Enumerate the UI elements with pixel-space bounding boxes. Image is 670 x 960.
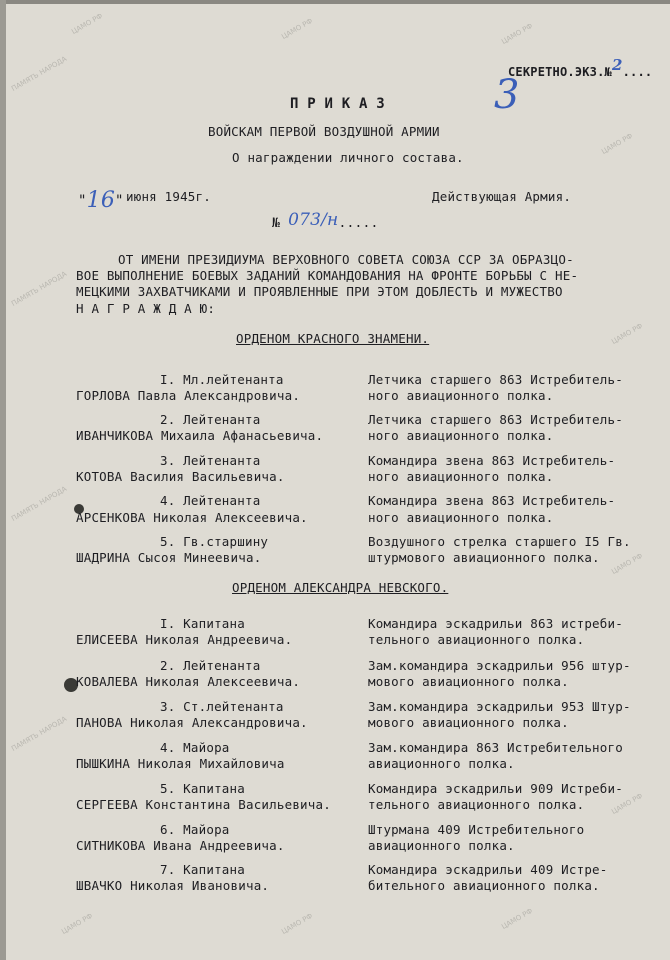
entry-name: КОТОВА Василия Васильевича. [76,469,285,484]
entry-position: Командира эскадрильи 909 Истреби- [368,781,623,796]
entry-name: АРСЕНКОВА Николая Алексеевича. [76,510,308,525]
entry-rank: 6. Майора [160,822,230,837]
entry-position: авиационного полка. [368,756,515,771]
entry-position: тельного авиационного полка. [368,797,585,812]
date-line: "16" [78,188,124,213]
entry-position: Зам.командира эскадрильи 956 штур- [368,658,631,673]
order-subtitle: ВОЙСКАМ ПЕРВОЙ ВОЗДУШНОЙ АРМИИ [208,124,440,139]
entry-name: КОВАЛЕВА Николая Алексеевича. [76,674,301,689]
entry-rank: 2. Лейтенанта [160,412,261,427]
watermark: ПАМЯТЬ НАРОДА [10,269,69,309]
watermark: ЦАМО РФ [500,906,534,932]
date-rest: июня 1945г. [126,189,211,204]
watermark: ЦАМО РФ [70,11,104,37]
entry-rank: 4. Майора [160,740,230,755]
entry-rank: 3. Лейтенанта [160,453,261,468]
watermark: ЦАМО РФ [600,131,634,157]
watermark: ЦАМО РФ [500,21,534,47]
entry-rank: 2. Лейтенанта [160,658,261,673]
entry-position: Летчика старшего 863 Истребитель- [368,412,623,427]
entry-position: бительного авиационного полка. [368,878,600,893]
entry-position: Командира эскадрильи 863 истреби- [368,616,623,631]
preamble-line: МЕЦКИМИ ЗАХВАТЧИКАМИ И ПРОЯВЛЕННЫЕ ПРИ ЭТОМ ДОБЛЕСТЬ И МУЖЕСТВО [76,284,563,299]
entry-name: ГОРЛОВА Павла Александровича. [76,388,301,403]
preamble-line: ВОЕ ВЫПОЛНЕНИЕ БОЕВЫХ ЗАДАНИЙ КОМАНДОВАНИЯ НА ФРОНТЕ БОРЬБЫ С НЕ- [76,268,579,283]
entry-position: ного авиационного полка. [368,469,554,484]
entry-position: авиационного полка. [368,838,515,853]
entry-position: Летчика старшего 863 Истребитель- [368,372,623,387]
entry-name: СЕРГЕЕВА Константина Васильевича. [76,797,331,812]
entry-position: ного авиационного полка. [368,428,554,443]
entry-name: ПЫШКИНА Николая Михайловича [76,756,285,771]
entry-position: Зам.командира 863 Истребительного [368,740,623,755]
watermark: ЦАМО РФ [610,791,644,817]
army-label: Действующая Армия. [432,189,572,204]
entry-name: ШВАЧКО Николая Ивановича. [76,878,270,893]
entry-rank: I. Капитана [160,616,245,631]
handwritten-mark: 3 [494,72,520,118]
entry-position: Воздушного стрелка старшего I5 Гв. [368,534,631,549]
entry-position: Командира звена 863 Истребитель- [368,493,616,508]
entry-position: мового авиационного полка. [368,715,569,730]
watermark: ПАМЯТЬ НАРОДА [10,54,69,94]
watermark: ЦАМО РФ [60,911,94,937]
entry-position: Командира эскадрильи 409 Истре- [368,862,608,877]
entry-position: Штурмана 409 Истребительного [368,822,585,837]
entry-position: мового авиационного полка. [368,674,569,689]
entry-rank: 5. Капитана [160,781,245,796]
preamble-line: Н А Г Р А Ж Д А Ю: [76,301,216,316]
watermark: ЦАМО РФ [610,551,644,577]
watermark: ПАМЯТЬ НАРОДА [10,484,69,524]
entry-position: штурмового авиационного полка. [368,550,600,565]
order-topic: О награждении личного состава. [232,150,464,165]
preamble-line: ОТ ИМЕНИ ПРЕЗИДИУМА ВЕРХОВНОГО СОВЕТА СОЮЗА ССР ЗА ОБРАЗЦО- [118,252,574,267]
order-number: № 073/н..... [272,210,379,231]
entry-rank: 7. Капитана [160,862,245,877]
entry-name: ИВАНЧИКОВА Михаила Афанасьевича. [76,428,324,443]
entry-position: Зам.командира эскадрильи 953 Штур- [368,699,631,714]
entry-position: ного авиационного полка. [368,510,554,525]
entry-position: ного авиационного полка. [368,388,554,403]
watermark: ЦАМО РФ [610,321,644,347]
entry-name: ЕЛИСЕЕВА Николая Андреевича. [76,632,293,647]
entry-rank: 3. Ст.лейтенанта [160,699,284,714]
secret-label: СЕКРЕТНО.ЭКЗ.№2.... [508,56,653,79]
entry-name: СИТНИКОВА Ивана Андреевича. [76,838,285,853]
section-heading-alexander-nevsky: ОРДЕНОМ АЛЕКСАНДРА НЕВСКОГО. [232,580,449,595]
entry-name: ПАНОВА Николая Александровича. [76,715,308,730]
watermark: ЦАМО РФ [280,911,314,937]
entry-name: ШАДРИНА Сысоя Минеевича. [76,550,262,565]
entry-position: тельного авиационного полка. [368,632,585,647]
watermark: ПАМЯТЬ НАРОДА [10,714,69,754]
watermark: ЦАМО РФ [280,16,314,42]
order-title: П Р И К А З [290,96,385,112]
entry-rank: 5. Гв.старшину [160,534,269,549]
page-edge-left [0,0,6,960]
entry-rank: I. Мл.лейтенанта [160,372,284,387]
section-heading-red-banner: ОРДЕНОМ КРАСНОГО ЗНАМЕНИ. [236,331,430,346]
page-edge-top [0,0,670,4]
entry-position: Командира звена 863 Истребитель- [368,453,616,468]
entry-rank: 4. Лейтенанта [160,493,261,508]
